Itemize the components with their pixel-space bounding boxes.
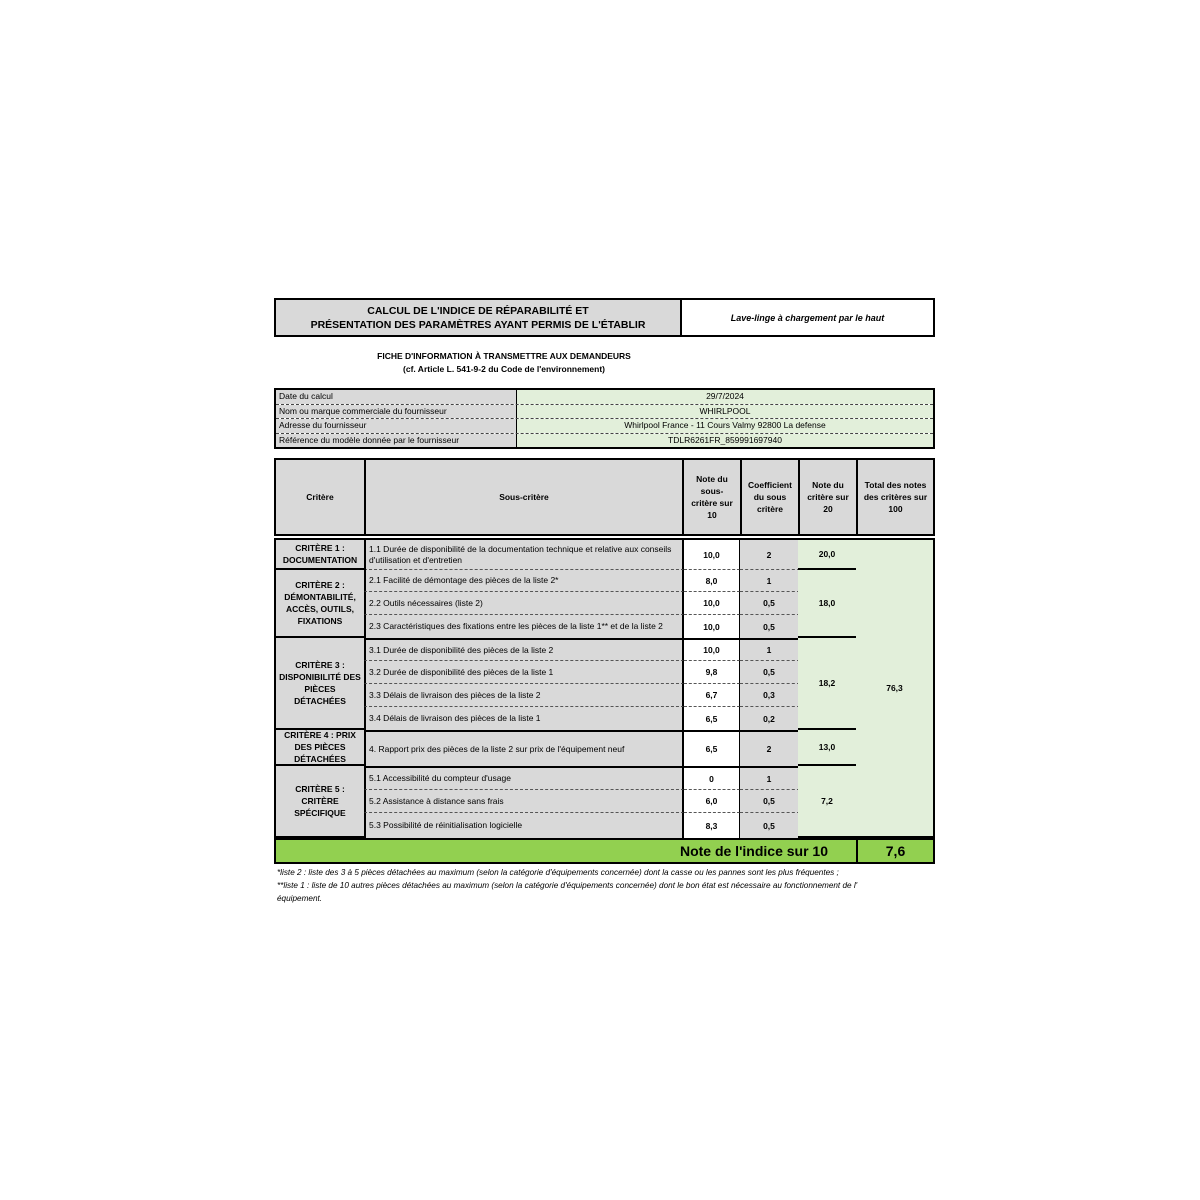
info-row — [276, 390, 933, 405]
header-title-line2: PRÉSENTATION DES PARAMÈTRES AYANT PERMIS DE L'ÉTABLIR — [310, 318, 646, 331]
subcriterion-label: 3.1 Durée de disponibilité des pièces de la liste 2 — [364, 638, 684, 661]
subcriterion-note: 6,7 — [684, 684, 740, 707]
col-header-note-critere: Note du critère sur 20 — [798, 458, 858, 536]
subcriterion-coef: 0,2 — [740, 707, 800, 730]
col-header-coef: Coefficient du sous critère — [740, 458, 800, 536]
supplier-info-table — [274, 388, 935, 449]
criterion-3-score: 18,2 — [798, 636, 858, 730]
subcriterion-note: 9,8 — [684, 661, 740, 684]
criterion-3-label: CRITÈRE 3 : DISPONIBILITÉ DES PIÈCES DÉTACHÉES — [274, 636, 366, 730]
subcriterion-note: 8,0 — [684, 570, 740, 592]
footnote: équipement. — [277, 894, 323, 903]
subcriterion-note: 10,0 — [684, 615, 740, 638]
criterion-5-label: CRITÈRE 5 : CRITÈRE SPÉCIFIQUE — [274, 764, 366, 838]
footnote: *liste 2 : liste des 3 à 5 pièces détachées au maximum (selon la catégorie d'équipements concernée) dont la casse ou les pannes sont les plus fréquentes ; — [277, 868, 839, 877]
subcriterion-label: 2.2 Outils nécessaires (liste 2) — [364, 592, 684, 615]
criterion-2-score: 18,0 — [798, 568, 858, 638]
info-value: WHIRLPOOL — [517, 405, 933, 419]
total-score-100: 76,3 — [856, 538, 935, 838]
subcriterion-label: 3.3 Délais de livraison des pièces de la liste 2 — [364, 684, 684, 707]
subcriterion-coef: 1 — [740, 570, 800, 592]
footnote: **liste 1 : liste de 10 autres pièces détachées au maximum (selon la catégorie d'équipements concernée) dont le bon état est nécessaire au fonctionnement de l' — [277, 881, 858, 890]
info-label: Date du calcul — [276, 390, 517, 404]
criterion-5-score: 7,2 — [798, 764, 858, 838]
subcriterion-note: 6,5 — [684, 707, 740, 730]
info-label: Adresse du fournisseur — [276, 419, 517, 433]
final-score-label: Note de l'indice sur 10 — [276, 840, 858, 862]
subcriterion-coef: 1 — [740, 638, 800, 661]
subcriterion-note: 6,0 — [684, 790, 740, 813]
subcriterion-label: 1.1 Durée de disponibilité de la documentation technique et relative aux conseils d'utilisation et d'entretien — [364, 538, 684, 570]
score-table — [274, 458, 935, 864]
subcriterion-coef: 0,5 — [740, 592, 800, 615]
info-label: Référence du modèle donnée par le fournisseur — [276, 434, 517, 448]
subcriterion-coef: 0,5 — [740, 661, 800, 684]
subcriterion-label: 5.3 Possibilité de réinitialisation logicielle — [364, 813, 684, 838]
subcriterion-note: 0 — [684, 766, 740, 790]
col-header-sous-critere: Sous-critère — [364, 458, 684, 536]
subcriterion-note: 10,0 — [684, 592, 740, 615]
fiche-line2: (cf. Article L. 541-9-2 du Code de l'environnement) — [403, 364, 605, 374]
subcriterion-note: 10,0 — [684, 638, 740, 661]
info-value: 29/7/2024 — [517, 390, 933, 404]
subcriterion-coef: 0,5 — [740, 790, 800, 813]
subcriterion-note: 8,3 — [684, 813, 740, 838]
final-score-bar — [274, 838, 935, 864]
subcriterion-coef: 0,3 — [740, 684, 800, 707]
header-title-line1: CALCUL DE L'INDICE DE RÉPARABILITÉ ET — [367, 304, 589, 317]
info-value: Whirlpool France - 11 Cours Valmy 92800 La defense — [517, 419, 933, 433]
criterion-4-label: CRITÈRE 4 : PRIX DES PIÈCES DÉTACHÉES — [274, 728, 366, 766]
subcriterion-label: 2.3 Caractéristiques des fixations entre les pièces de la liste 1** et de la liste 2 — [364, 615, 684, 638]
header-title — [274, 298, 682, 337]
subcriterion-coef: 2 — [740, 538, 800, 570]
product-type: Lave-linge à chargement par le haut — [682, 298, 935, 337]
subcriterion-label: 2.1 Facilité de démontage des pièces de la liste 2* — [364, 570, 684, 592]
subcriterion-coef: 1 — [740, 766, 800, 790]
info-row — [276, 405, 933, 420]
criterion-1-score: 20,0 — [798, 538, 858, 570]
fiche-heading — [334, 350, 674, 376]
subcriterion-coef: 2 — [740, 730, 800, 766]
fiche-line1: FICHE D'INFORMATION À TRANSMETTRE AUX DEMANDEURS — [377, 351, 631, 361]
subcriterion-coef: 0,5 — [740, 813, 800, 838]
col-header-total: Total des notes des critères sur 100 — [856, 458, 935, 536]
subcriterion-label: 3.4 Délais de livraison des pièces de la liste 1 — [364, 707, 684, 730]
subcriterion-label: 5.1 Accessibilité du compteur d'usage — [364, 766, 684, 790]
subcriterion-note: 10,0 — [684, 538, 740, 570]
subcriterion-label: 5.2 Assistance à distance sans frais — [364, 790, 684, 813]
info-value: TDLR6261FR_859991697940 — [517, 434, 933, 448]
final-score-value: 7,6 — [885, 843, 906, 859]
criterion-2-label: CRITÈRE 2 : DÉMONTABILITÉ, ACCÈS, OUTILS, FIXATIONS — [274, 568, 366, 638]
info-row — [276, 419, 933, 434]
subcriterion-coef: 0,5 — [740, 615, 800, 638]
info-label: Nom ou marque commerciale du fournisseur — [276, 405, 517, 419]
col-header-note-sous: Note du sous-critère sur 10 — [682, 458, 742, 536]
subcriterion-label: 4. Rapport prix des pièces de la liste 2 sur prix de l'équipement neuf — [364, 730, 684, 766]
criterion-1-label: CRITÈRE 1 : DOCUMENTATION — [274, 538, 366, 570]
info-row — [276, 434, 933, 448]
col-header-critere: Critère — [274, 458, 366, 536]
subcriterion-label: 3.2 Durée de disponibilité des pièces de la liste 1 — [364, 661, 684, 684]
criterion-4-score: 13,0 — [798, 728, 858, 766]
header — [274, 298, 935, 337]
subcriterion-note: 6,5 — [684, 730, 740, 766]
footnotes — [277, 866, 935, 905]
